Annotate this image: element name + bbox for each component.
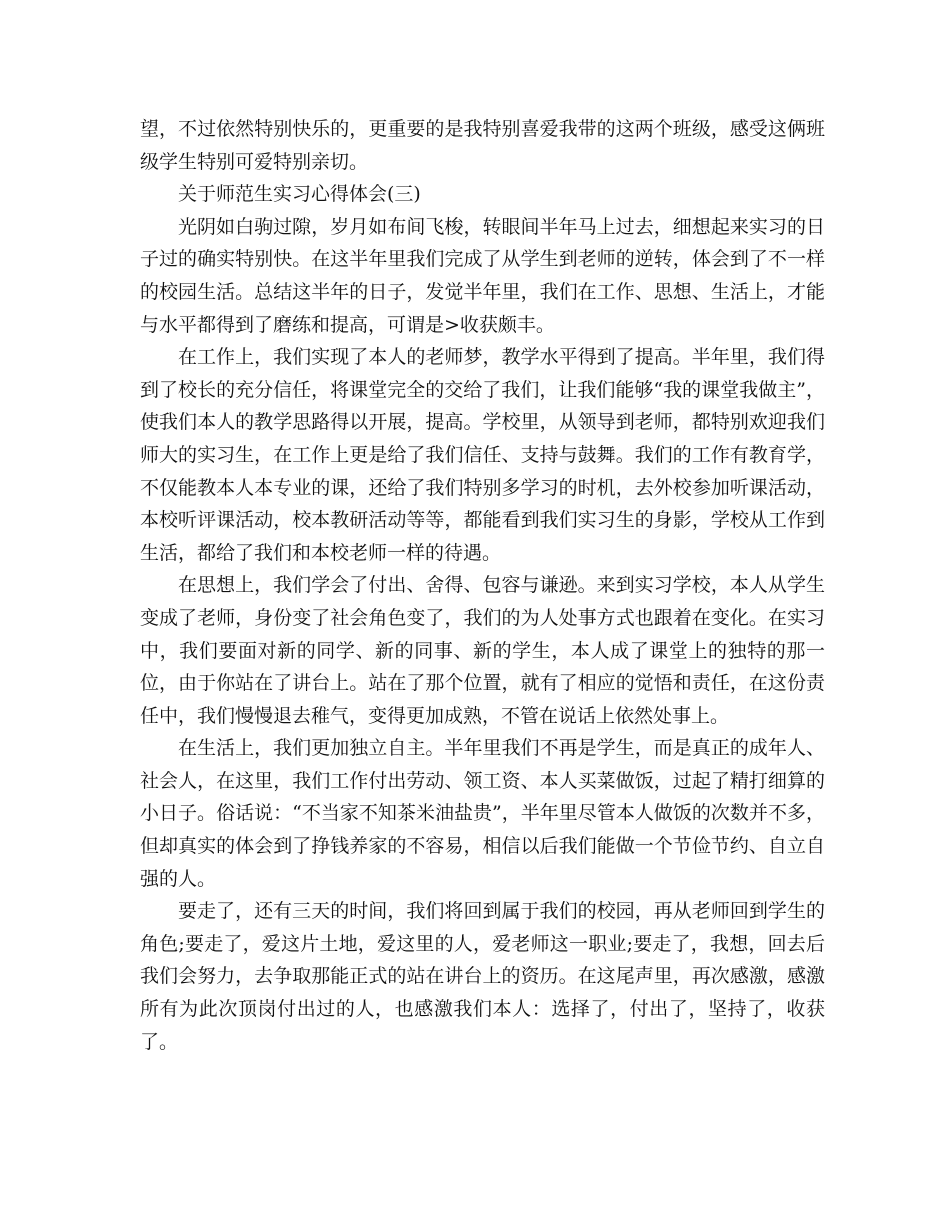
paragraph-continuation: 望，不过依然特别快乐的，更重要的是我特别喜爱我带的这两个班级，感受这俩班级学生特别可爱特别亲切。 bbox=[140, 118, 825, 173]
paragraph-farewell: 要走了，还有三天的时间，我们将回到属于我们的校园，再从老师回到学生的角色;要走了，爱这片土地，爱这里的人，爱老师这一职业;要走了，我想，回去后我们会努力，去争取那能正式的站在讲台上的资历。在这尾声里，再次感激，感激所有为此次顶岗付出过的人，也感激我们本人：选择了，付出了，坚持了，收获了。 bbox=[140, 900, 825, 1053]
document-page bbox=[140, 113, 825, 1058]
paragraph-intro: 光阴如白驹过隙，岁月如布间飞梭，转眼间半年马上过去，细想起来实习的日子过的确实特别快。在这半年里我们完成了从学生到老师的逆转，体会到了不一样的校园生活。总结这半年的日子，发觉半年里，我们在工作、思想、生活上，才能与水平都得到了磨练和提高，可谓是>收获颇丰。 bbox=[140, 215, 825, 336]
paragraph-life: 在生活上，我们更加独立自主。半年里我们不再是学生，而是真正的成年人、社会人，在这里，我们工作付出劳动、领工资、本人买菜做饭，过起了精打细算的小日子。俗话说：“不当家不知茶米油盐贵”，半年里尽管本人做饭的次数并不多，但却真实的体会到了挣钱养家的不容易，相信以后我们能做一个节俭节约、自立自强的人。 bbox=[140, 737, 825, 890]
section-heading: 关于师范生实习心得体会(三) bbox=[178, 183, 421, 206]
paragraph-thought: 在思想上，我们学会了付出、舍得、包容与谦逊。来到实习学校，本人从学生变成了老师，身份变了社会角色变了，我们的为人处事方式也跟着在变化。在实习中，我们要面对新的同学、新的同事、新的学生，本人成了课堂上的独特的那一位，由于你站在了讲台上。站在了那个位置，就有了相应的觉悟和责任，在这份责任中，我们慢慢退去稚气，变得更加成熟，不管在说话上依然处事上。 bbox=[140, 574, 825, 727]
paragraph-work: 在工作上，我们实现了本人的老师梦，教学水平得到了提高。半年里，我们得到了校长的充分信任，将课堂完全的交给了我们，让我们能够“我的课堂我做主”，使我们本人的教学思路得以开展，提高。学校里，从领导到老师，都特别欢迎我们师大的实习生，在工作上更是给了我们信任、支持与鼓舞。我们的工作有教育学，不仅能教本人本专业的课，还给了我们特别多学习的时机，去外校参加听课活动，本校听评课活动，校本教研活动等等，都能看到我们实习生的身影，学校从工作到生活，都给了我们和本校老师一样的待遇。 bbox=[140, 346, 825, 564]
